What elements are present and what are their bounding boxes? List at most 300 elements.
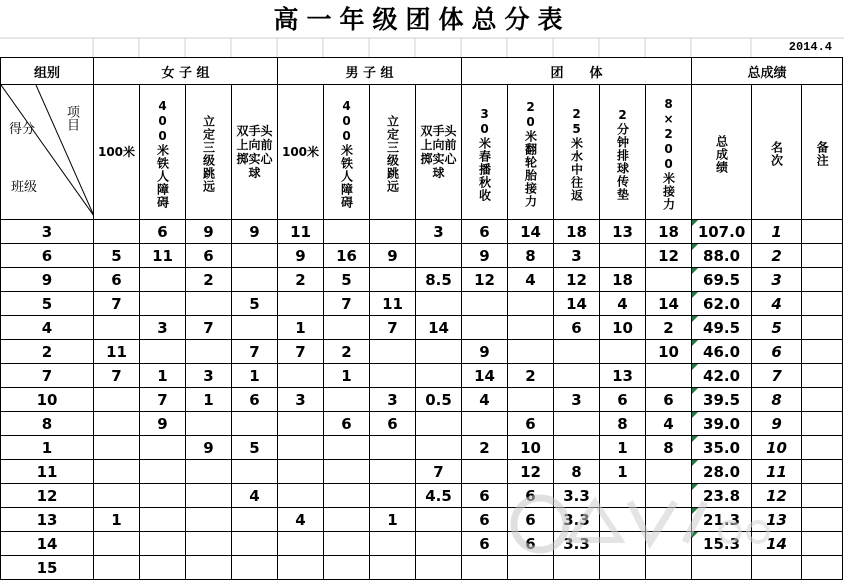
cell-team-30m	[462, 556, 508, 580]
table-row	[1, 484, 843, 508]
cell-boys-ball: 7	[416, 460, 462, 484]
cell-girls-400m	[140, 292, 186, 316]
sheet-title: 高一年级团体总分表	[273, 5, 571, 34]
cell-boys-100m: 3	[278, 388, 324, 412]
cell-rank: 11	[752, 460, 802, 484]
cell-girls-ball	[232, 268, 278, 292]
cell-team-2min	[600, 532, 646, 556]
cell-girls-400m	[140, 508, 186, 532]
cell-boys-400m	[324, 556, 370, 580]
cell-girls-100m	[94, 436, 140, 460]
event-team-2min-volley: 2分钟排球传垫	[600, 85, 646, 220]
cell-girls-100m: 7	[94, 292, 140, 316]
cell-team-25m: 3.3	[554, 508, 600, 532]
score-rows	[1, 220, 843, 580]
cell-girls-400m	[140, 268, 186, 292]
cell-team-8x200: 4	[646, 412, 692, 436]
cell-boys-jump	[370, 364, 416, 388]
cell-team-30m: 6	[462, 220, 508, 244]
cell-team-2min	[600, 556, 646, 580]
cell-rank: 2	[752, 244, 802, 268]
comment-flag-icon	[692, 220, 698, 226]
cell-girls-100m	[94, 412, 140, 436]
cell-boys-ball	[416, 436, 462, 460]
cell-note	[802, 460, 843, 484]
cell-boys-100m	[278, 436, 324, 460]
cell-boys-400m	[324, 484, 370, 508]
cell-boys-ball	[416, 340, 462, 364]
cell-boys-100m	[278, 292, 324, 316]
cell-team-30m: 9	[462, 244, 508, 268]
cell-girls-400m: 3	[140, 316, 186, 340]
cell-team-20m	[508, 556, 554, 580]
diagonal-lines	[1, 85, 94, 216]
cell-girls-jump	[186, 412, 232, 436]
cell-boys-ball: 8.5	[416, 268, 462, 292]
diag-item-label: 项目	[64, 105, 79, 131]
table-row	[1, 412, 843, 436]
cell-boys-jump	[370, 436, 416, 460]
cell-class: 8	[1, 412, 94, 436]
cell-girls-jump	[186, 460, 232, 484]
comment-flag-icon	[692, 532, 698, 538]
cell-girls-ball: 7	[232, 340, 278, 364]
event-girls-triple-jump: 立定三级跳远	[186, 85, 232, 220]
cell-boys-jump	[370, 268, 416, 292]
cell-team-2min: 1	[600, 436, 646, 460]
cell-boys-jump: 6	[370, 412, 416, 436]
cell-note	[802, 244, 843, 268]
cell-team-2min	[600, 244, 646, 268]
cell-team-2min	[600, 484, 646, 508]
cell-boys-jump: 1	[370, 508, 416, 532]
cell-team-8x200: 10	[646, 340, 692, 364]
cell-girls-400m: 1	[140, 364, 186, 388]
event-boys-400m-obstacle: 400米铁人障碍	[324, 85, 370, 220]
cell-boys-400m	[324, 508, 370, 532]
cell-girls-400m: 9	[140, 412, 186, 436]
comment-flag-icon	[692, 460, 698, 466]
cell-team-25m	[554, 436, 600, 460]
cell-note	[802, 268, 843, 292]
cell-boys-jump	[370, 556, 416, 580]
cell-note	[802, 484, 843, 508]
cell-team-20m: 4	[508, 268, 554, 292]
cell-team-8x200	[646, 556, 692, 580]
cell-girls-100m	[94, 556, 140, 580]
cell-boys-100m: 2	[278, 268, 324, 292]
comment-flag-icon	[692, 292, 698, 298]
cell-rank: 8	[752, 388, 802, 412]
cell-rank: 3	[752, 268, 802, 292]
cell-class: 4	[1, 316, 94, 340]
diag-class-label: 班级	[11, 180, 38, 195]
event-total-score: 总成绩	[692, 85, 752, 220]
event-girls-100m: 100米	[94, 85, 140, 220]
cell-boys-400m: 5	[324, 268, 370, 292]
comment-flag-icon	[692, 436, 698, 442]
cell-rank: 6	[752, 340, 802, 364]
cell-team-25m: 14	[554, 292, 600, 316]
cell-girls-400m	[140, 340, 186, 364]
cell-girls-jump	[186, 484, 232, 508]
cell-total	[692, 556, 752, 580]
cell-team-25m	[554, 340, 600, 364]
cell-boys-100m	[278, 484, 324, 508]
cell-team-30m	[462, 460, 508, 484]
cell-girls-jump	[186, 340, 232, 364]
cell-boys-jump: 9	[370, 244, 416, 268]
comment-flag-icon	[692, 412, 698, 418]
cell-team-30m: 6	[462, 532, 508, 556]
table-row	[1, 436, 843, 460]
cell-total: 88.0	[692, 244, 752, 268]
cell-boys-100m	[278, 532, 324, 556]
cell-note	[802, 340, 843, 364]
cell-girls-jump	[186, 292, 232, 316]
table-row	[1, 316, 843, 340]
cell-boys-400m	[324, 436, 370, 460]
cell-team-30m	[462, 292, 508, 316]
cell-team-25m	[554, 364, 600, 388]
cell-rank: 10	[752, 436, 802, 460]
cell-team-20m: 14	[508, 220, 554, 244]
cell-team-25m: 3.3	[554, 484, 600, 508]
cell-team-8x200: 18	[646, 220, 692, 244]
cell-team-8x200	[646, 508, 692, 532]
cell-class: 14	[1, 532, 94, 556]
team-group-header: 团 体	[462, 58, 692, 85]
cell-class: 11	[1, 460, 94, 484]
cell-class: 10	[1, 388, 94, 412]
cell-total: 62.0	[692, 292, 752, 316]
cell-girls-100m: 1	[94, 508, 140, 532]
cell-girls-100m	[94, 220, 140, 244]
cell-total: 35.0	[692, 436, 752, 460]
cell-team-25m: 3.3	[554, 532, 600, 556]
event-team-20m-tire: 20米翻轮胎接力	[508, 85, 554, 220]
cell-note	[802, 364, 843, 388]
cell-total: 107.0	[692, 220, 752, 244]
cell-boys-100m: 1	[278, 316, 324, 340]
cell-team-25m: 3	[554, 244, 600, 268]
cell-rank: 12	[752, 484, 802, 508]
cell-girls-ball	[232, 532, 278, 556]
comment-flag-icon	[692, 316, 698, 322]
cell-team-20m: 6	[508, 412, 554, 436]
cell-team-30m	[462, 412, 508, 436]
cell-girls-jump: 9	[186, 220, 232, 244]
cell-class: 2	[1, 340, 94, 364]
cell-team-25m	[554, 556, 600, 580]
cell-class: 3	[1, 220, 94, 244]
cell-total: 15.3	[692, 532, 752, 556]
table-row	[1, 364, 843, 388]
cell-boys-400m: 2	[324, 340, 370, 364]
cell-boys-jump	[370, 340, 416, 364]
cell-boys-100m: 11	[278, 220, 324, 244]
cell-team-30m	[462, 316, 508, 340]
cell-class: 13	[1, 508, 94, 532]
cell-girls-100m: 6	[94, 268, 140, 292]
boys-group-header: 男 子 组	[278, 58, 462, 85]
cell-girls-jump	[186, 556, 232, 580]
cell-team-20m	[508, 340, 554, 364]
event-team-8x200-relay: 8×200米接力	[646, 85, 692, 220]
table-row	[1, 220, 843, 244]
cell-girls-ball: 5	[232, 436, 278, 460]
cell-total: 39.5	[692, 388, 752, 412]
cell-team-8x200	[646, 364, 692, 388]
cell-boys-jump: 7	[370, 316, 416, 340]
cell-team-2min: 13	[600, 220, 646, 244]
cell-girls-400m	[140, 532, 186, 556]
cell-team-2min: 8	[600, 412, 646, 436]
cell-team-20m: 6	[508, 508, 554, 532]
event-team-30m: 30米春播秋收	[462, 85, 508, 220]
cell-girls-ball	[232, 508, 278, 532]
cell-team-30m: 4	[462, 388, 508, 412]
cell-rank: 1	[752, 220, 802, 244]
cell-note	[802, 316, 843, 340]
cell-girls-100m	[94, 388, 140, 412]
comment-flag-icon	[692, 508, 698, 514]
cell-total: 49.5	[692, 316, 752, 340]
cell-team-2min: 1	[600, 460, 646, 484]
girls-group-header: 女 子 组	[94, 58, 278, 85]
event-girls-400m-obstacle: 400米铁人障碍	[140, 85, 186, 220]
cell-boys-100m	[278, 364, 324, 388]
cell-team-8x200	[646, 460, 692, 484]
cell-boys-ball	[416, 292, 462, 316]
cell-rank: 7	[752, 364, 802, 388]
table-row	[1, 556, 843, 580]
cell-girls-400m	[140, 436, 186, 460]
cell-boys-ball	[416, 244, 462, 268]
cell-girls-ball	[232, 460, 278, 484]
cell-boys-400m: 1	[324, 364, 370, 388]
cell-boys-400m	[324, 388, 370, 412]
cell-team-20m	[508, 316, 554, 340]
cell-girls-400m	[140, 556, 186, 580]
cell-girls-ball: 4	[232, 484, 278, 508]
cell-team-25m: 3	[554, 388, 600, 412]
cell-girls-ball: 5	[232, 292, 278, 316]
cell-team-25m: 18	[554, 220, 600, 244]
cell-girls-400m: 6	[140, 220, 186, 244]
event-boys-triple-jump: 立定三级跳远	[370, 85, 416, 220]
cell-girls-jump: 3	[186, 364, 232, 388]
cell-team-30m: 6	[462, 484, 508, 508]
cell-total: 69.5	[692, 268, 752, 292]
cell-team-8x200: 6	[646, 388, 692, 412]
cell-team-25m	[554, 412, 600, 436]
table-row	[1, 340, 843, 364]
cell-boys-100m	[278, 460, 324, 484]
table-row	[1, 244, 843, 268]
event-boys-ball-throw-label: 双手头上向前掷实心球	[420, 124, 457, 180]
cell-boys-400m: 6	[324, 412, 370, 436]
cell-girls-ball	[232, 244, 278, 268]
cell-girls-400m	[140, 460, 186, 484]
cell-boys-400m	[324, 220, 370, 244]
table-row	[1, 268, 843, 292]
cell-class: 7	[1, 364, 94, 388]
cell-girls-jump: 9	[186, 436, 232, 460]
comment-flag-icon	[692, 484, 698, 490]
cell-team-20m: 6	[508, 484, 554, 508]
cell-team-8x200	[646, 484, 692, 508]
cell-rank: 9	[752, 412, 802, 436]
cell-boys-400m	[324, 532, 370, 556]
event-note: 备注	[802, 85, 843, 220]
cell-team-30m: 6	[462, 508, 508, 532]
cell-team-8x200: 2	[646, 316, 692, 340]
cell-rank: 5	[752, 316, 802, 340]
diagonal-header-cell	[1, 85, 94, 220]
cell-girls-jump: 1	[186, 388, 232, 412]
cell-boys-100m	[278, 412, 324, 436]
cell-boys-jump	[370, 484, 416, 508]
cell-rank	[752, 556, 802, 580]
group-col-header: 组别	[1, 58, 94, 85]
cell-total: 21.3	[692, 508, 752, 532]
cell-team-20m: 10	[508, 436, 554, 460]
cell-team-20m	[508, 388, 554, 412]
cell-boys-400m	[324, 316, 370, 340]
comment-flag-icon	[692, 364, 698, 370]
cell-note	[802, 556, 843, 580]
table-row	[1, 292, 843, 316]
cell-team-2min	[600, 508, 646, 532]
cell-boys-ball	[416, 556, 462, 580]
cell-team-20m	[508, 292, 554, 316]
cell-note	[802, 388, 843, 412]
table-row	[1, 460, 843, 484]
total-group-header: 总成绩	[692, 58, 843, 85]
sheet-date: 2014.4	[788, 40, 832, 54]
cell-girls-100m: 11	[94, 340, 140, 364]
cell-team-20m: 8	[508, 244, 554, 268]
event-rank: 名次	[752, 85, 802, 220]
cell-girls-ball	[232, 316, 278, 340]
cell-team-8x200: 8	[646, 436, 692, 460]
cell-team-8x200	[646, 532, 692, 556]
cell-girls-ball: 6	[232, 388, 278, 412]
diag-score-label: 得分	[9, 122, 36, 137]
cell-class: 5	[1, 292, 94, 316]
cell-team-25m: 6	[554, 316, 600, 340]
group-header-row	[1, 58, 843, 85]
cell-boys-jump	[370, 460, 416, 484]
comment-flag-icon	[692, 244, 698, 250]
cell-girls-100m	[94, 532, 140, 556]
cell-team-8x200	[646, 268, 692, 292]
table-row	[1, 388, 843, 412]
cell-boys-ball	[416, 364, 462, 388]
cell-girls-400m: 7	[140, 388, 186, 412]
cell-boys-ball: 14	[416, 316, 462, 340]
cell-girls-jump	[186, 532, 232, 556]
table-row	[1, 508, 843, 532]
event-girls-ball-throw	[232, 85, 278, 220]
cell-note	[802, 532, 843, 556]
cell-class: 1	[1, 436, 94, 460]
cell-rank: 13	[752, 508, 802, 532]
cell-rank: 4	[752, 292, 802, 316]
cell-team-8x200: 12	[646, 244, 692, 268]
cell-note	[802, 436, 843, 460]
cell-girls-400m	[140, 484, 186, 508]
cell-boys-100m: 9	[278, 244, 324, 268]
cell-boys-ball	[416, 532, 462, 556]
cell-total: 46.0	[692, 340, 752, 364]
comment-flag-icon	[692, 268, 698, 274]
cell-boys-100m: 7	[278, 340, 324, 364]
cell-class: 15	[1, 556, 94, 580]
cell-team-25m: 12	[554, 268, 600, 292]
cell-total: 23.8	[692, 484, 752, 508]
cell-team-30m: 12	[462, 268, 508, 292]
cell-class: 12	[1, 484, 94, 508]
cell-boys-ball	[416, 508, 462, 532]
cell-girls-400m: 11	[140, 244, 186, 268]
cell-girls-ball	[232, 556, 278, 580]
cell-class: 6	[1, 244, 94, 268]
cell-girls-jump: 7	[186, 316, 232, 340]
cell-team-20m: 6	[508, 532, 554, 556]
cell-team-30m: 9	[462, 340, 508, 364]
cell-girls-jump: 2	[186, 268, 232, 292]
cell-note	[802, 292, 843, 316]
cell-boys-ball: 4.5	[416, 484, 462, 508]
cell-boys-jump	[370, 532, 416, 556]
cell-note	[802, 508, 843, 532]
score-table	[0, 57, 843, 580]
event-boys-ball-throw	[416, 85, 462, 220]
cell-note	[802, 412, 843, 436]
cell-team-2min: 18	[600, 268, 646, 292]
cell-girls-100m	[94, 316, 140, 340]
cell-girls-jump: 6	[186, 244, 232, 268]
cell-team-8x200: 14	[646, 292, 692, 316]
event-girls-ball-throw-label: 双手头上向前掷实心球	[236, 124, 273, 180]
event-boys-100m: 100米	[278, 85, 324, 220]
cell-boys-ball	[416, 412, 462, 436]
cell-team-30m: 2	[462, 436, 508, 460]
cell-team-20m: 2	[508, 364, 554, 388]
cell-girls-ball: 9	[232, 220, 278, 244]
cell-boys-jump	[370, 220, 416, 244]
cell-total: 28.0	[692, 460, 752, 484]
cell-team-25m: 8	[554, 460, 600, 484]
cell-total: 39.0	[692, 412, 752, 436]
cell-boys-jump: 11	[370, 292, 416, 316]
cell-team-2min	[600, 340, 646, 364]
cell-boys-ball: 0.5	[416, 388, 462, 412]
cell-girls-100m	[94, 460, 140, 484]
cell-girls-100m: 5	[94, 244, 140, 268]
cell-girls-jump	[186, 508, 232, 532]
cell-team-2min: 4	[600, 292, 646, 316]
cell-boys-400m: 7	[324, 292, 370, 316]
event-team-25m-water: 25米水中往返	[554, 85, 600, 220]
cell-total: 42.0	[692, 364, 752, 388]
cell-girls-ball	[232, 412, 278, 436]
cell-girls-100m: 7	[94, 364, 140, 388]
cell-boys-jump: 3	[370, 388, 416, 412]
comment-flag-icon	[692, 388, 698, 394]
